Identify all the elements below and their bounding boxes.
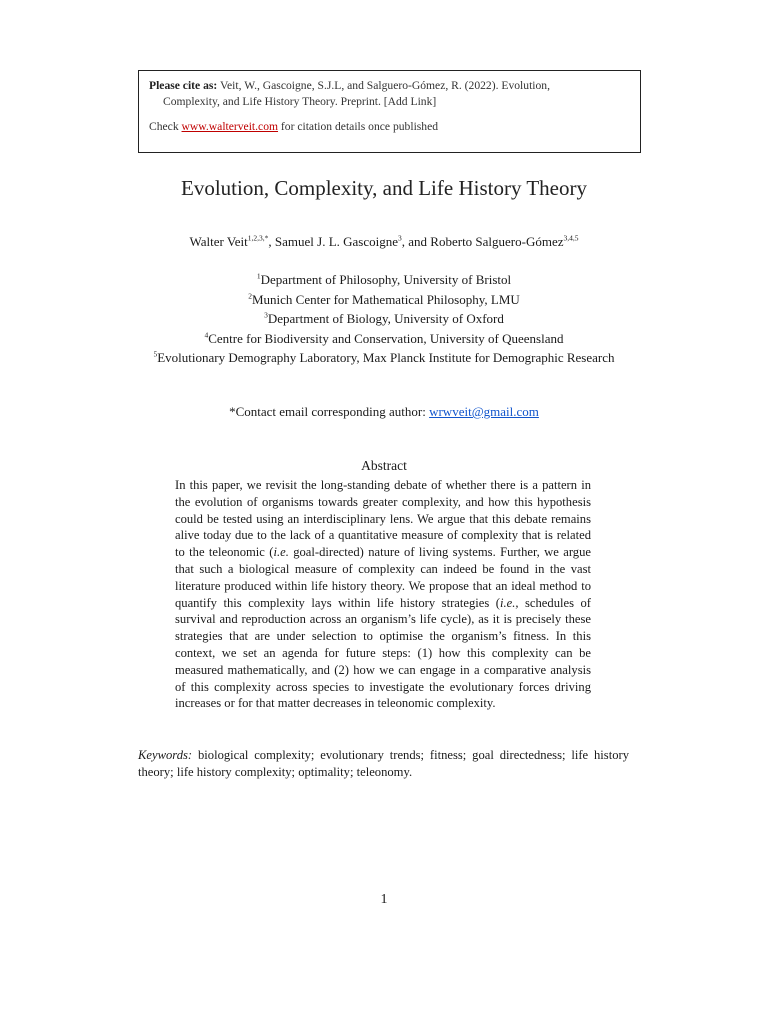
affiliation-number: 2 bbox=[248, 291, 252, 301]
contact-line bbox=[0, 404, 768, 420]
affiliation-text: Evolutionary Demography Laboratory, Max Planck Institute for Demographic Research bbox=[157, 350, 615, 365]
contact-email-link[interactable]: wrwveit@gmail.com bbox=[429, 404, 539, 419]
author-affil-marker: 3,4,5 bbox=[563, 233, 579, 243]
citation-check bbox=[149, 119, 630, 135]
citation-label: Please cite as: bbox=[149, 79, 218, 92]
abstract-body bbox=[175, 477, 591, 712]
abstract-heading: Abstract bbox=[361, 458, 407, 473]
citation-box bbox=[138, 70, 641, 153]
keywords-label: Keywords: bbox=[138, 748, 193, 762]
affiliation-text: Department of Biology, University of Oxford bbox=[267, 311, 504, 326]
affiliation bbox=[0, 309, 768, 329]
keywords bbox=[138, 747, 629, 781]
affiliation bbox=[0, 290, 768, 310]
citation-text bbox=[149, 78, 630, 110]
affiliation bbox=[0, 348, 768, 368]
affiliation-text: Munich Center for Mathematical Philosophy, LMU bbox=[251, 291, 520, 307]
citation-line-2: Complexity, and Life History Theory. Preprint. [Add Link] bbox=[163, 95, 437, 108]
author-name: Roberto Salguero-Gómez bbox=[430, 234, 564, 249]
abstract-text-2: goal-directed) nature of living systems. Further, we argue that such a biological measure of complexity can indeed be found in the vast literature produced within life history theory. We propose that an ideal method to quantify this complexity lays within life history strategies ( bbox=[175, 545, 591, 610]
paper-title: Evolution, Complexity, and Life History Theory bbox=[181, 176, 587, 200]
author-affil-marker: 3 bbox=[398, 233, 402, 243]
affiliation-text: Centre for Biodiversity and Conservation, University of Queensland bbox=[208, 330, 564, 346]
affiliation-list bbox=[0, 270, 768, 368]
abstract-ie-2: i.e., bbox=[499, 595, 519, 610]
author-separator: , and bbox=[401, 234, 431, 249]
affiliation-number: 3 bbox=[264, 310, 268, 320]
page-number: 1 bbox=[380, 892, 388, 907]
affiliation-number: 5 bbox=[153, 349, 158, 359]
author-affil-marker: 1,2,3,* bbox=[247, 233, 269, 243]
affiliation-number: 1 bbox=[256, 271, 261, 281]
author-list bbox=[0, 234, 768, 250]
author-name: Walter Veit bbox=[189, 234, 248, 249]
citation-check-prefix: Check bbox=[149, 120, 179, 133]
author-name: Samuel J. L. Gascoigne bbox=[274, 234, 399, 249]
contact-label: *Contact email corresponding author: bbox=[229, 404, 426, 419]
affiliation bbox=[0, 270, 768, 290]
affiliation bbox=[0, 329, 768, 349]
keywords-text: biological complexity; evolutionary trends; fitness; goal directedness; life history theory; life history complexity; optimality; teleonomy. bbox=[138, 748, 629, 779]
author-separator: , bbox=[268, 234, 275, 249]
affiliation-text: Department of Philosophy, University of Bristol bbox=[260, 272, 512, 287]
abstract-text-3: schedules of survival and reproduction across an organism’s life cycle), as it is precisely these strategies that are under selection to optimise the organism’s fitness. In this context, we set an agenda for future steps: (1) how this complexity can be measured mathematically, and (2) how we can engage in a comparative analysis of this complexity across species to investigate the evolutionary forces driving increases or for that matter decreases in teleonomic complexity. bbox=[175, 595, 591, 711]
abstract-ie-1: i.e. bbox=[273, 545, 289, 560]
citation-line-1: Veit, W., Gascoigne, S.J.L, and Salguero-Gómez, R. (2022). Evolution, bbox=[219, 79, 551, 92]
abstract-text-1: In this paper, we revisit the long-standing debate of whether there is a pattern in the evolution of organisms towards greater complexity, and how this hypothesis could be tested using an interdisciplinary lens. We argue that this debate remains alive today due to the lack of a quantitative measure of complexity that is related to the teleonomic ( bbox=[175, 478, 591, 560]
affiliation-number: 4 bbox=[204, 330, 209, 340]
citation-check-suffix: for citation details once published bbox=[280, 120, 439, 133]
website-link[interactable]: www.walterveit.com bbox=[181, 120, 279, 133]
